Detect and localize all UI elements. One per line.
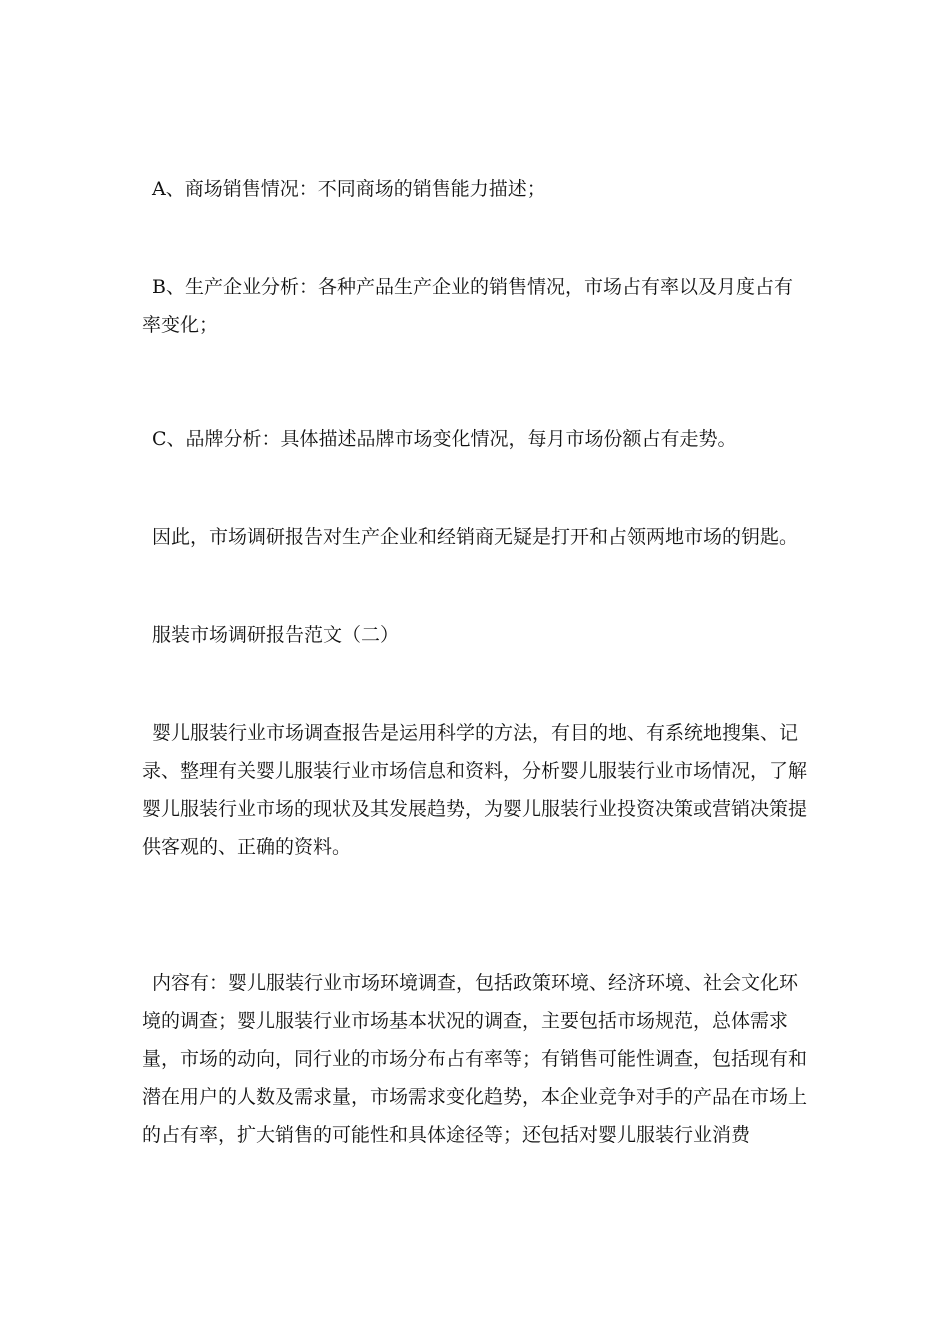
paragraph-brand-analysis: C、品牌分析：具体描述品牌市场变化情况，每月市场份额占有走势。: [152, 428, 737, 450]
paragraph-report-contents: 内容有：婴儿服装行业市场环境调查，包括政策环境、经济环境、社会文化环境的调查；婴儿服装行业市场基本状况的调查，主要包括市场规范，总体需求量，市场的动向，同行业的市场分布占有率等；有销售可能性调查，包括现有和潜在用户的人数及需求量，市场需求变化趋势，本企业竞争对手的产品在市场上的占有率，扩大销售的可能性和具体途径等；还包括对婴儿服装行业消费: [142, 972, 808, 1146]
section-heading: 服装市场调研报告范文（二）: [152, 624, 400, 646]
paragraph-report-definition: 婴儿服装行业市场调查报告是运用科学的方法，有目的地、有系统地搜集、记录、整理有关婴儿服装行业市场信息和资料，分析婴儿服装行业市场情况，了解婴儿服装行业市场的现状及其发展趋势，为婴儿服装行业投资决策或营销决策提供客观的、正确的资料。: [142, 722, 808, 858]
paragraph-mall-sales: A、商场销售情况：不同商场的销售能力描述；: [152, 178, 546, 200]
paragraph-manufacturer-analysis: B、生产企业分析：各种产品生产企业的销售情况，市场占有率以及月度占有率变化；: [142, 276, 793, 336]
paragraph-conclusion: 因此，市场调研报告对生产企业和经销商无疑是打开和占领两地市场的钥匙。: [152, 526, 799, 548]
